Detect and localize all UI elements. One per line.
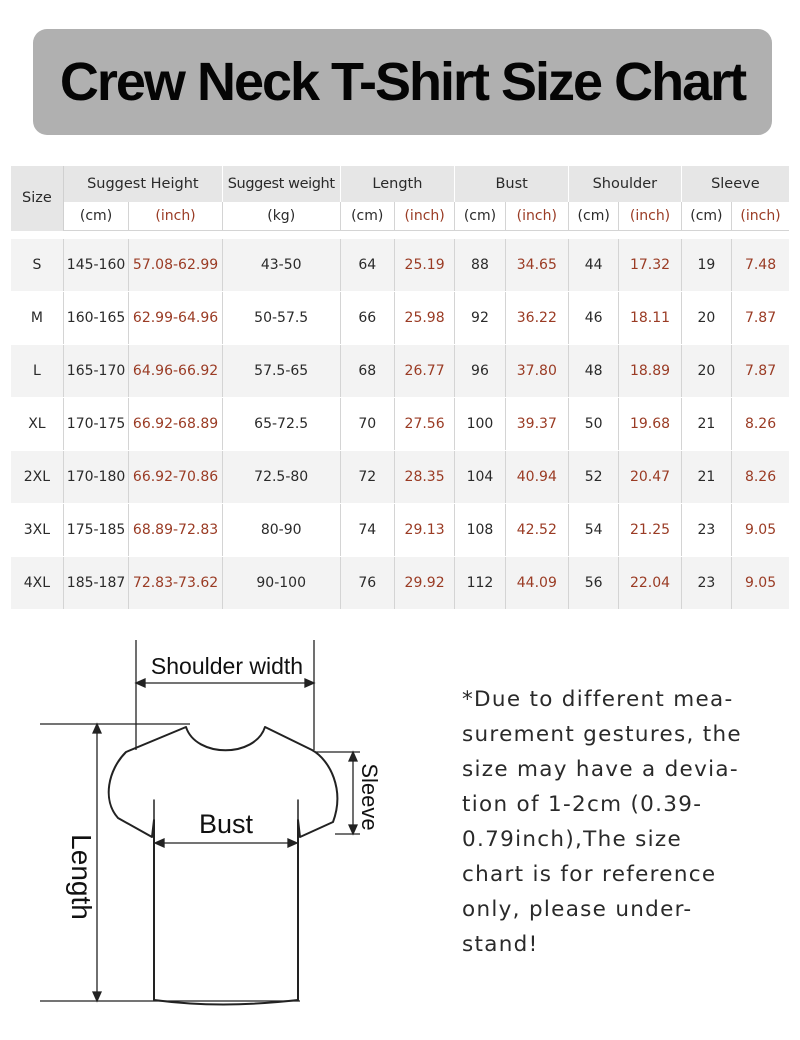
table-cell: 25.19 [394,239,454,292]
table-cell: 76 [340,557,394,610]
table-cell: 21 [681,451,731,504]
table-cell: 96 [455,345,505,398]
title-banner [33,29,772,135]
table-cell: 23 [681,557,731,610]
table-cell: 25.98 [394,292,454,345]
tshirt-diagram [0,620,440,1020]
unit-length-inch: (inch) [394,202,454,231]
table-cell: 42.52 [505,504,568,557]
unit-weight-kg: (kg) [222,202,340,231]
size-cell: M [11,292,63,345]
table-cell: 175-185 [63,504,128,557]
header-suggest-height: Suggest Height [63,166,222,202]
table-cell: 21 [681,398,731,451]
table-cell: 68.89-72.83 [129,504,223,557]
table-cell: 40.94 [505,451,568,504]
measurement-note: *Due to different mea-surement gestures, the size may have a devia-tion of 1-2cm (0.39-0.79inch),The size chart is for reference only, please under-stand! [462,687,742,957]
table-cell: 90-100 [222,557,340,610]
shoulder-width-label: Shoulder width [150,653,304,679]
table-cell: 64.96-66.92 [129,345,223,398]
table-cell: 170-180 [63,451,128,504]
table-cell: 7.87 [732,345,789,398]
table-cell: 21.25 [619,504,681,557]
table-cell: 145-160 [63,239,128,292]
table-cell: 50 [569,398,619,451]
table-cell: 19.68 [619,398,681,451]
table-cell: 68 [340,345,394,398]
size-cell: 3XL [11,504,63,557]
page-title: Crew Neck T-Shirt Size Chart [59,52,746,112]
table-cell: 8.26 [732,398,789,451]
table-row [11,557,789,610]
table-cell: 185-187 [63,557,128,610]
table-row [11,398,789,451]
table-cell: 56 [569,557,619,610]
table-cell: 72.83-73.62 [129,557,223,610]
table-cell: 29.92 [394,557,454,610]
table-cell: 65-72.5 [222,398,340,451]
size-cell: L [11,345,63,398]
table-cell: 36.22 [505,292,568,345]
unit-shoulder-cm: (cm) [569,202,619,231]
table-cell: 27.56 [394,398,454,451]
length-label: Length [66,834,97,920]
unit-bust-cm: (cm) [455,202,505,231]
header-suggest-weight: Suggest weight [222,166,340,202]
table-cell: 18.89 [619,345,681,398]
table-cell: 74 [340,504,394,557]
table-cell: 22.04 [619,557,681,610]
table-cell: 66 [340,292,394,345]
table-cell: 92 [455,292,505,345]
table-cell: 70 [340,398,394,451]
table-cell: 19 [681,239,731,292]
table-row [11,504,789,557]
table-cell: 88 [455,239,505,292]
header-row [11,166,789,202]
table-cell: 20 [681,345,731,398]
header-bust: Bust [455,166,569,202]
table-cell: 62.99-64.96 [129,292,223,345]
unit-length-cm: (cm) [340,202,394,231]
table-row [11,451,789,504]
table-cell: 160-165 [63,292,128,345]
size-cell: 4XL [11,557,63,610]
table-row [11,239,789,292]
table-cell: 80-90 [222,504,340,557]
size-cell: S [11,239,63,292]
table-cell: 104 [455,451,505,504]
table-cell: 66.92-70.86 [129,451,223,504]
table-cell: 34.65 [505,239,568,292]
table-cell: 20.47 [619,451,681,504]
table-cell: 57.5-65 [222,345,340,398]
unit-row [11,202,789,231]
table-cell: 39.37 [505,398,568,451]
unit-shoulder-inch: (inch) [619,202,681,231]
unit-sleeve-inch: (inch) [732,202,789,231]
table-cell: 108 [455,504,505,557]
table-cell: 7.87 [732,292,789,345]
table-cell: 46 [569,292,619,345]
unit-sleeve-cm: (cm) [681,202,731,231]
table-cell: 29.13 [394,504,454,557]
header-shoulder: Shoulder [569,166,682,202]
table-cell: 44 [569,239,619,292]
unit-height-cm: (cm) [63,202,128,231]
size-header: Size [11,166,63,231]
size-cell: 2XL [11,451,63,504]
table-cell: 72.5-80 [222,451,340,504]
table-cell: 8.26 [732,451,789,504]
table-cell: 72 [340,451,394,504]
sleeve-label: Sleeve [357,763,382,831]
unit-bust-inch: (inch) [505,202,568,231]
table-cell: 23 [681,504,731,557]
table-cell: 170-175 [63,398,128,451]
table-cell: 50-57.5 [222,292,340,345]
table-cell: 43-50 [222,239,340,292]
table-cell: 18.11 [619,292,681,345]
table-cell: 100 [455,398,505,451]
header-sleeve: Sleeve [681,166,789,202]
table-cell: 165-170 [63,345,128,398]
tshirt-outline-icon [109,727,338,1005]
table-cell: 28.35 [394,451,454,504]
header-length: Length [340,166,455,202]
table-cell: 64 [340,239,394,292]
table-cell: 44.09 [505,557,568,610]
table-cell: 9.05 [732,504,789,557]
unit-height-inch: (inch) [129,202,223,231]
table-cell: 112 [455,557,505,610]
table-row [11,345,789,398]
bust-label: Bust [198,809,254,839]
size-chart-table [11,166,789,610]
table-cell: 17.32 [619,239,681,292]
table-cell: 9.05 [732,557,789,610]
table-cell: 48 [569,345,619,398]
table-cell: 37.80 [505,345,568,398]
table-row [11,292,789,345]
table-cell: 7.48 [732,239,789,292]
table-cell: 66.92-68.89 [129,398,223,451]
size-cell: XL [11,398,63,451]
table-cell: 26.77 [394,345,454,398]
table-cell: 54 [569,504,619,557]
table-cell: 20 [681,292,731,345]
table-cell: 52 [569,451,619,504]
table-cell: 57.08-62.99 [129,239,223,292]
